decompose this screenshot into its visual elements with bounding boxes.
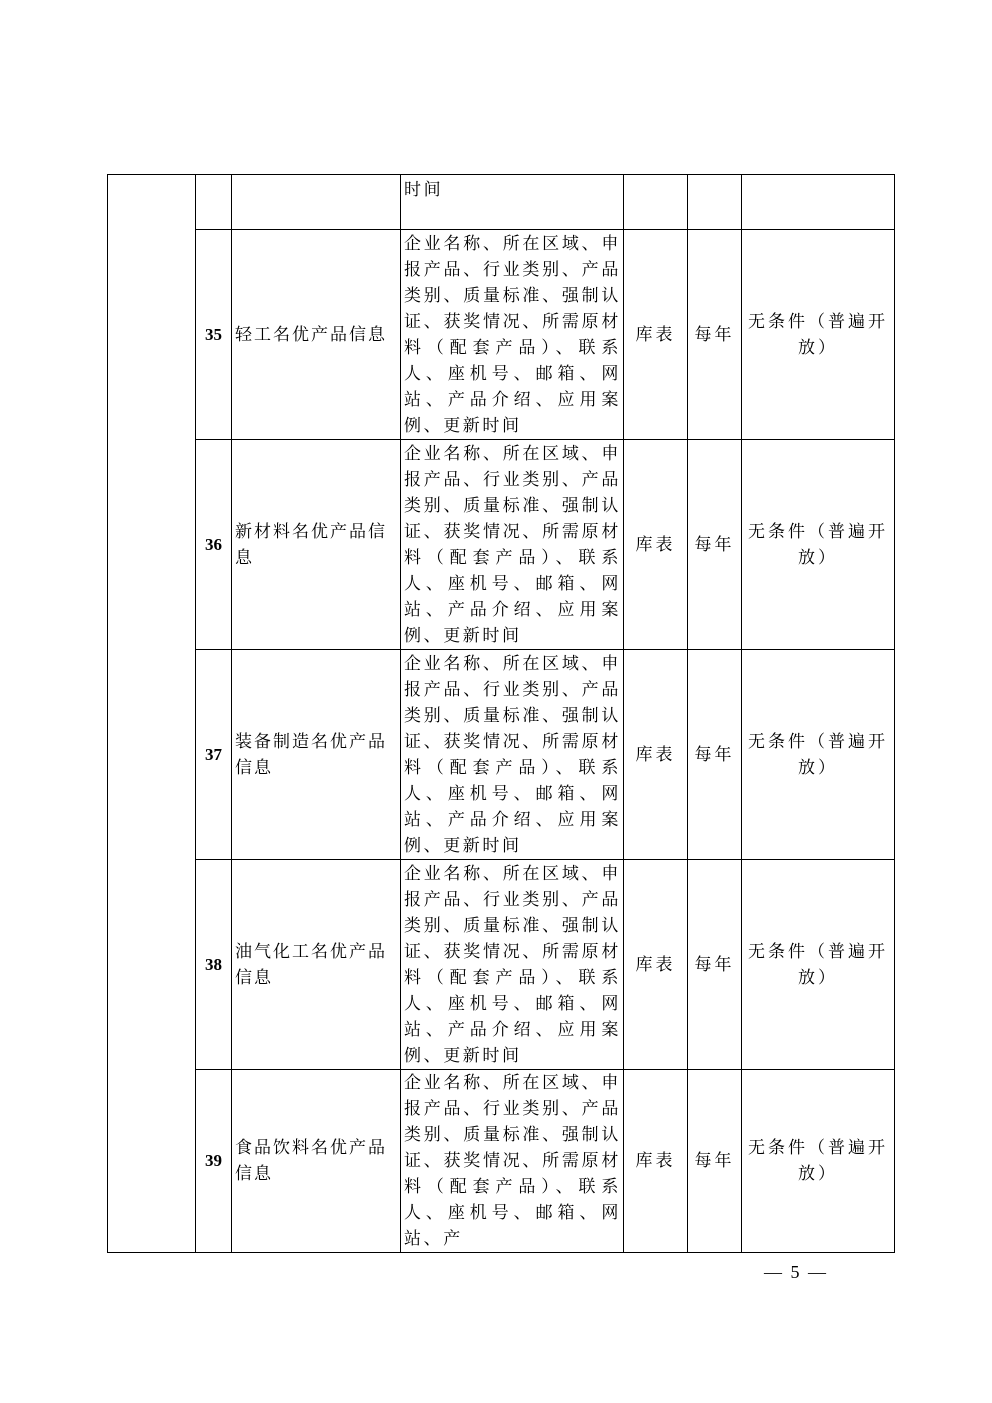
fields-cell: 时间 [401, 175, 624, 230]
update-frequency: 每年 [688, 230, 742, 440]
resource-fields: 企业名称、所在区域、申报产品、行业类别、产品类别、质量标准、强制认证、获奖情况、所需原材料（配套产品）、联系人、座机号、邮箱、网站、产品介绍、应用案例、更新时间 [401, 650, 624, 860]
resource-name: 装备制造名优产品信息 [232, 650, 401, 860]
frequency-cell [688, 175, 742, 230]
table-row [108, 1070, 895, 1253]
resource-fields: 企业名称、所在区域、申报产品、行业类别、产品类别、质量标准、强制认证、获奖情况、所需原材料（配套产品）、联系人、座机号、邮箱、网站、产品介绍、应用案例、更新时间 [401, 230, 624, 440]
format-cell [624, 175, 688, 230]
update-frequency: 每年 [688, 650, 742, 860]
open-condition: 无条件（普遍开放） [742, 650, 895, 860]
number-cell [196, 175, 232, 230]
category-cell [108, 175, 196, 1253]
data-catalog-table [107, 174, 895, 1253]
update-frequency: 每年 [688, 440, 742, 650]
resource-name: 轻工名优产品信息 [232, 230, 401, 440]
resource-format: 库表 [624, 230, 688, 440]
resource-format: 库表 [624, 1070, 688, 1253]
table-row [108, 230, 895, 440]
row-number: 39 [196, 1070, 232, 1253]
table-row [108, 860, 895, 1070]
resource-format: 库表 [624, 440, 688, 650]
row-number: 37 [196, 650, 232, 860]
row-number: 36 [196, 440, 232, 650]
open-condition: 无条件（普遍开放） [742, 440, 895, 650]
resource-name: 新材料名优产品信息 [232, 440, 401, 650]
row-number: 38 [196, 860, 232, 1070]
open-condition: 无条件（普遍开放） [742, 230, 895, 440]
resource-fields: 企业名称、所在区域、申报产品、行业类别、产品类别、质量标准、强制认证、获奖情况、所需原材料（配套产品）、联系人、座机号、邮箱、网站、产 [401, 1070, 624, 1253]
resource-name: 食品饮料名优产品信息 [232, 1070, 401, 1253]
condition-cell [742, 175, 895, 230]
open-condition: 无条件（普遍开放） [742, 1070, 895, 1253]
resource-name: 油气化工名优产品信息 [232, 860, 401, 1070]
update-frequency: 每年 [688, 1070, 742, 1253]
resource-format: 库表 [624, 860, 688, 1070]
open-condition: 无条件（普遍开放） [742, 860, 895, 1070]
update-frequency: 每年 [688, 860, 742, 1070]
continuation-row [108, 175, 895, 230]
page-number: — 5 — [764, 1262, 828, 1282]
row-number: 35 [196, 230, 232, 440]
resource-fields: 企业名称、所在区域、申报产品、行业类别、产品类别、质量标准、强制认证、获奖情况、所需原材料（配套产品）、联系人、座机号、邮箱、网站、产品介绍、应用案例、更新时间 [401, 440, 624, 650]
table-row [108, 440, 895, 650]
table-row [108, 650, 895, 860]
name-cell [232, 175, 401, 230]
resource-fields: 企业名称、所在区域、申报产品、行业类别、产品类别、质量标准、强制认证、获奖情况、所需原材料（配套产品）、联系人、座机号、邮箱、网站、产品介绍、应用案例、更新时间 [401, 860, 624, 1070]
resource-format: 库表 [624, 650, 688, 860]
